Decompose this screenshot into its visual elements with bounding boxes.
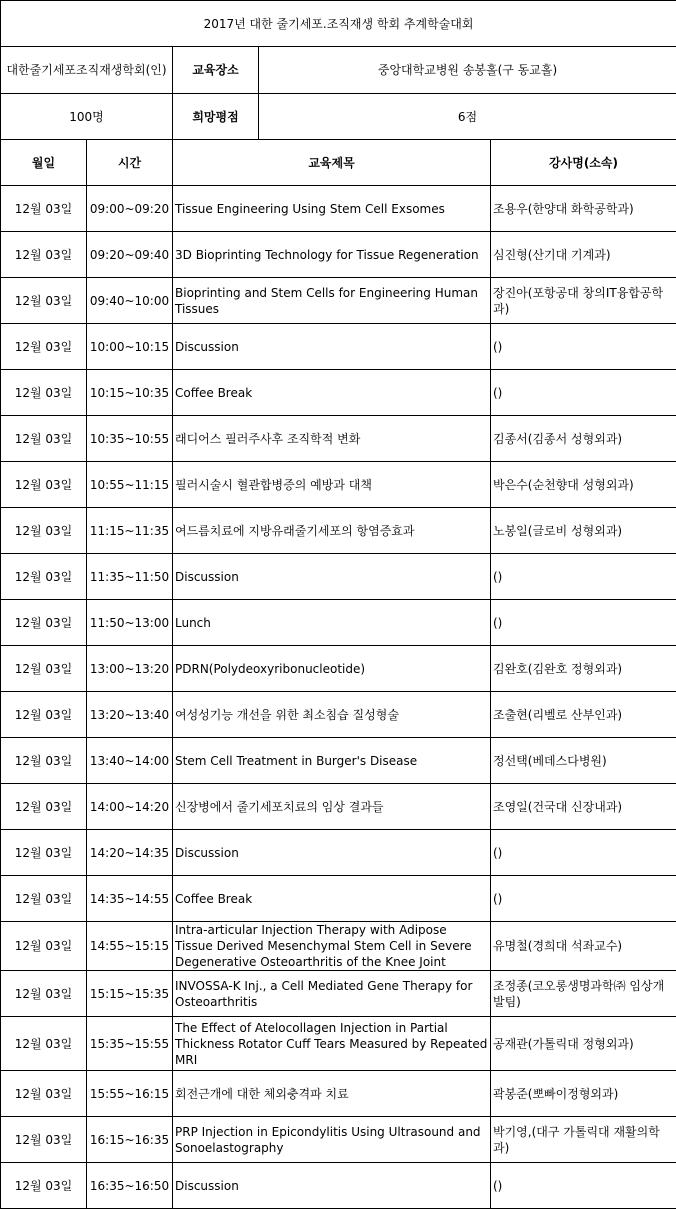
- row-speaker: 박기영,(대구 가톨릭대 재활의학과): [491, 1117, 676, 1163]
- row-date: 12월 03일: [1, 232, 87, 278]
- row-time: 09:20~09:40: [87, 232, 173, 278]
- header-topic: 교육제목: [173, 140, 491, 186]
- row-speaker: 심진형(산기대 기계과): [491, 232, 676, 278]
- row-topic: 회전근개에 대한 체외충격파 치료: [173, 1071, 491, 1117]
- row-topic: Intra-articular Injection Therapy with Adipose Tissue Derived Mesenchymal Stem Cell in Severe Degenerative Osteoarthritis of the Knee Joint: [173, 922, 491, 971]
- row-speaker: 노봉일(글로비 성형외과): [491, 508, 676, 554]
- row-date: 12월 03일: [1, 324, 87, 370]
- row-topic: PDRN(Polydeoxyribonucleotide): [173, 646, 491, 692]
- row-speaker: 조출현(리벨로 산부인과): [491, 692, 676, 738]
- table-row: [1, 370, 676, 416]
- row-date: 12월 03일: [1, 508, 87, 554]
- table-row: [1, 646, 676, 692]
- table-row: [1, 1071, 676, 1117]
- table-row: [1, 232, 676, 278]
- table-row: [1, 971, 676, 1017]
- row-speaker: (): [491, 876, 676, 922]
- row-time: 15:15~15:35: [87, 971, 173, 1017]
- table-row: [1, 692, 676, 738]
- header-time: 시간: [87, 140, 173, 186]
- row-speaker: 조영일(건국대 신장내과): [491, 784, 676, 830]
- row-speaker: (): [491, 370, 676, 416]
- row-topic: Discussion: [173, 324, 491, 370]
- row-date: 12월 03일: [1, 554, 87, 600]
- row-topic: INVOSSA-K Inj., a Cell Mediated Gene Therapy for Osteoarthritis: [173, 971, 491, 1017]
- row-speaker: 유명철(경희대 석좌교수): [491, 922, 676, 971]
- row-topic: 래디어스 필러주사후 조직학적 변화: [173, 416, 491, 462]
- table-row: [1, 416, 676, 462]
- row-date: 12월 03일: [1, 692, 87, 738]
- row-topic: Discussion: [173, 1163, 491, 1209]
- table-row: [1, 738, 676, 784]
- row-speaker: 정선택(베데스다병원): [491, 738, 676, 784]
- row-time: 11:50~13:00: [87, 600, 173, 646]
- table-row: [1, 830, 676, 876]
- row-time: 10:00~10:15: [87, 324, 173, 370]
- organizer: 대한줄기세포조직재생학회(인): [1, 47, 173, 94]
- table-row: [1, 600, 676, 646]
- row-time: 11:15~11:35: [87, 508, 173, 554]
- event-title: 2017년 대한 줄기세포.조직재생 학회 추계학술대회: [1, 1, 676, 47]
- row-topic: Coffee Break: [173, 370, 491, 416]
- row-date: 12월 03일: [1, 462, 87, 508]
- row-time: 15:35~15:55: [87, 1017, 173, 1071]
- row-topic: 필러시술시 혈관합병증의 예방과 대책: [173, 462, 491, 508]
- row-topic: Tissue Engineering Using Stem Cell Exsomes: [173, 186, 491, 232]
- row-speaker: 김완호(김완호 정형외과): [491, 646, 676, 692]
- table-row: [1, 278, 676, 324]
- row-time: 16:35~16:50: [87, 1163, 173, 1209]
- row-topic: 여성성기능 개선을 위한 최소침습 질성형술: [173, 692, 491, 738]
- row-speaker: 김종서(김종서 성형외과): [491, 416, 676, 462]
- row-topic: Coffee Break: [173, 876, 491, 922]
- capacity: 100명: [1, 94, 173, 140]
- table-row: [1, 1163, 676, 1209]
- venue-value: 중앙대학교병원 송봉홀(구 동교홀): [259, 47, 676, 94]
- table-row: [1, 876, 676, 922]
- row-speaker: (): [491, 324, 676, 370]
- table-row: [1, 186, 676, 232]
- row-date: 12월 03일: [1, 416, 87, 462]
- row-time: 15:55~16:15: [87, 1071, 173, 1117]
- header-date: 월일: [1, 140, 87, 186]
- row-speaker: (): [491, 600, 676, 646]
- row-date: 12월 03일: [1, 600, 87, 646]
- table-row: [1, 1017, 676, 1071]
- row-date: 12월 03일: [1, 830, 87, 876]
- row-date: 12월 03일: [1, 738, 87, 784]
- row-date: 12월 03일: [1, 922, 87, 971]
- row-speaker: 장진아(포항공대 창의IT융합공학과): [491, 278, 676, 324]
- row-speaker: (): [491, 1163, 676, 1209]
- row-topic: PRP Injection in Epicondylitis Using Ultrasound and Sonoelastography: [173, 1117, 491, 1163]
- row-topic: Lunch: [173, 600, 491, 646]
- row-time: 10:35~10:55: [87, 416, 173, 462]
- row-topic: Discussion: [173, 554, 491, 600]
- row-time: 10:55~11:15: [87, 462, 173, 508]
- table-row: [1, 922, 676, 971]
- points-value: 6점: [259, 94, 676, 140]
- row-date: 12월 03일: [1, 1117, 87, 1163]
- row-time: 10:15~10:35: [87, 370, 173, 416]
- venue-label: 교육장소: [173, 47, 259, 94]
- row-time: 09:00~09:20: [87, 186, 173, 232]
- row-topic: 신장병에서 줄기세포치료의 임상 결과들: [173, 784, 491, 830]
- row-time: 14:00~14:20: [87, 784, 173, 830]
- row-speaker: 조용우(한양대 화학공학과): [491, 186, 676, 232]
- row-topic: The Effect of Atelocollagen Injection in Partial Thickness Rotator Cuff Tears Measured by Repeated MRI: [173, 1017, 491, 1071]
- table-row: [1, 784, 676, 830]
- row-topic: Bioprinting and Stem Cells for Engineering Human Tissues: [173, 278, 491, 324]
- row-date: 12월 03일: [1, 1017, 87, 1071]
- row-speaker: 곽봉준(뽀빠이정형외과): [491, 1071, 676, 1117]
- row-topic: 여드름치료에 지방유래줄기세포의 항염증효과: [173, 508, 491, 554]
- table-row: [1, 554, 676, 600]
- row-speaker: 박은수(순천향대 성형외과): [491, 462, 676, 508]
- row-date: 12월 03일: [1, 784, 87, 830]
- row-time: 09:40~10:00: [87, 278, 173, 324]
- row-time: 13:00~13:20: [87, 646, 173, 692]
- row-date: 12월 03일: [1, 186, 87, 232]
- row-speaker: 조정종(코오롱생명과학㈜ 임상개발팀): [491, 971, 676, 1017]
- row-date: 12월 03일: [1, 1163, 87, 1209]
- row-date: 12월 03일: [1, 646, 87, 692]
- row-date: 12월 03일: [1, 971, 87, 1017]
- row-date: 12월 03일: [1, 1071, 87, 1117]
- row-topic: 3D Bioprinting Technology for Tissue Regeneration: [173, 232, 491, 278]
- row-speaker: 공재관(가톨릭대 정형외과): [491, 1017, 676, 1071]
- row-time: 14:20~14:35: [87, 830, 173, 876]
- points-label: 희망평점: [173, 94, 259, 140]
- row-time: 14:35~14:55: [87, 876, 173, 922]
- row-date: 12월 03일: [1, 876, 87, 922]
- row-speaker: (): [491, 830, 676, 876]
- table-row: [1, 324, 676, 370]
- row-time: 11:35~11:50: [87, 554, 173, 600]
- row-date: 12월 03일: [1, 370, 87, 416]
- row-speaker: (): [491, 554, 676, 600]
- row-topic: Discussion: [173, 830, 491, 876]
- header-speaker: 강사명(소속): [491, 140, 676, 186]
- table-row: [1, 1117, 676, 1163]
- row-time: 14:55~15:15: [87, 922, 173, 971]
- row-topic: Stem Cell Treatment in Burger's Disease: [173, 738, 491, 784]
- row-time: 13:20~13:40: [87, 692, 173, 738]
- row-time: 16:15~16:35: [87, 1117, 173, 1163]
- row-date: 12월 03일: [1, 278, 87, 324]
- table-row: [1, 508, 676, 554]
- row-time: 13:40~14:00: [87, 738, 173, 784]
- table-row: [1, 462, 676, 508]
